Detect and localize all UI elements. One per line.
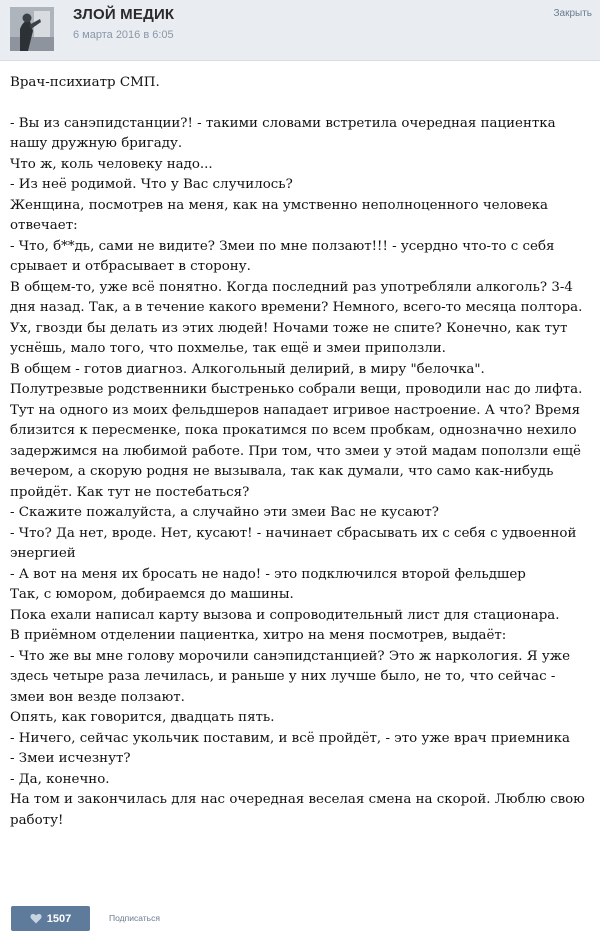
post-line: - Ничего, сейчас укольчик поставим, и всё пройдёт, - это уже врач приемника — [10, 730, 571, 746]
author-name[interactable]: ЗЛОЙ МЕДИК — [73, 6, 175, 23]
close-button[interactable]: Закрыть — [553, 8, 592, 19]
post-line: В общем-то, уже всё понятно. Когда последний раз употребляли алкоголь? 3-4 дня назад. Так, а в течение какого времени? Немного, всего-то месяца полтора. Ух, гвозди бы делать из этих людей! Ночами тоже не спите? Конечно, как тут уснёшь, мало того, что похмелье, так ещё и змеи приползли. — [10, 279, 583, 356]
post-line: На том и закончилась для нас очередная веселая смена на скорой. Люблю свою работу! — [10, 792, 585, 828]
post-line: Женщина, посмотрев на меня, как на умственно неполноценного человека отвечает: — [10, 197, 548, 233]
post-footer — [0, 900, 600, 938]
post-title: Врач-психиатр СМП. — [10, 75, 160, 90]
post-line: Так, с юмором, добираемся до машины. — [10, 587, 294, 602]
post-date[interactable]: 6 марта 2016 в 6:05 — [73, 29, 174, 41]
post-line: - Вы из санэпидстанции?! - такими словами встретила очередная пациентка нашу дружную бригаду. — [10, 115, 556, 151]
post-line: В общем - готов диагноз. Алкогольный делирий, в миру "белочка". — [10, 361, 485, 377]
like-button[interactable] — [11, 906, 90, 931]
post-line: Что ж, коль человеку надо... — [10, 156, 213, 172]
post-line: - Что же вы мне голову морочили санэпидстанцией? Это ж наркология. Я уже здесь четыре раза лечилась, и раньше у них лучше было, не то, что сейчас - змеи вон везде ползают. — [10, 648, 570, 705]
post-line: - Да, конечно. — [10, 771, 110, 787]
post-line: - Из неё родимой. Что у Вас случилось? — [10, 177, 293, 192]
like-count: 1507 — [46, 912, 72, 925]
subscribe-link[interactable]: Подписаться — [109, 913, 160, 923]
post-line: Опять, как говорится, двадцать пять. — [10, 710, 275, 725]
post-line: Полутрезвые родственники быстренько собрали вещи, проводили нас до лифта. Тут на одного из моих фельдшеров нападает игривое настроение. А что? Время близится к пересменке, пока прокатимся по всем пробкам, однозначно нехило задержимся на любимой работе. При том, что змеи у этой мадам поползли ещё вечером, а скорую родня не вызывала, так как думали, что само как-нибудь пройдёт. Как тут не постебаться? — [10, 382, 583, 500]
post-line: - А вот на меня их бросать не надо! - это подключился второй фельдшер — [10, 566, 526, 582]
post-line: - Змеи исчезнут? — [10, 751, 131, 766]
heart-icon — [30, 913, 42, 924]
post-line: В приёмном отделении пациентка, хитро на меня посмотрев, выдаёт: — [10, 628, 507, 643]
post-line: - Что, б**дь, сами не видите? Змеи по мне ползают!!! - усердно что-то с себя срывает и отбрасывает в сторону. — [10, 238, 555, 274]
post-header — [0, 0, 600, 61]
post-line: - Что? Да нет, вроде. Нет, кусают! - начинает сбрасывать их с себя с удвоенной энергией — [10, 525, 577, 561]
post-line: - Скажите пожалуйста, а случайно эти змеи Вас не кусают? — [10, 505, 439, 520]
post-line: Пока ехали написал карту вызова и сопроводительный лист для стационара. — [10, 607, 560, 623]
post-body — [10, 73, 592, 831]
avatar[interactable] — [10, 7, 54, 51]
